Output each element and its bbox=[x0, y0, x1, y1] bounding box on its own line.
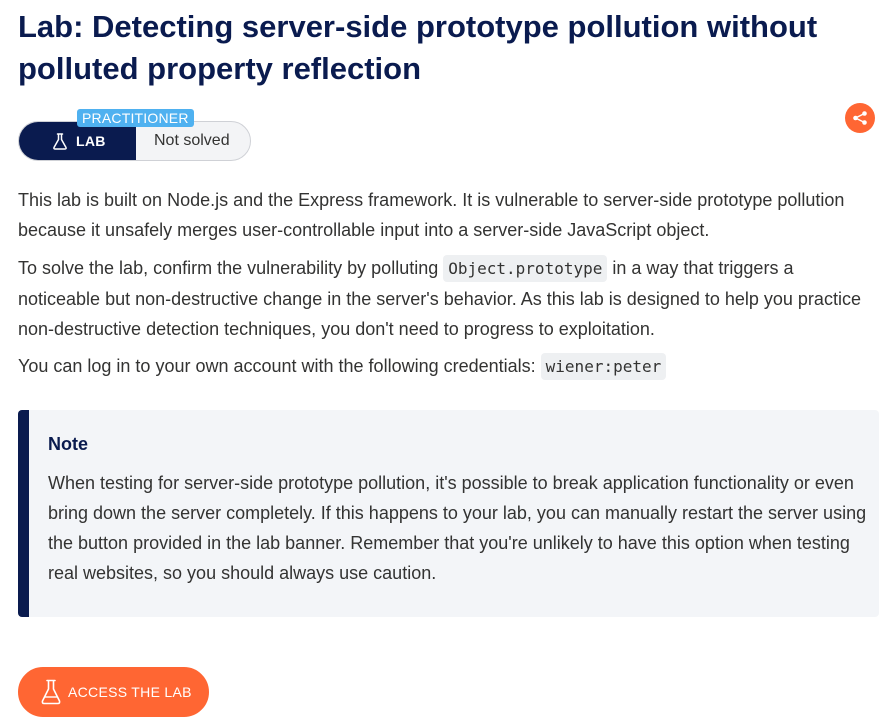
description-text: in a way that triggers a noticeable but non-destructive change in the server's behavior. As this lab is designed to help you practice non-destructive detection techniques, you don't need to progress to exploitation. bbox=[18, 258, 861, 339]
flask-icon bbox=[40, 679, 62, 705]
page-title: Lab: Detecting server-side prototype pollution without polluted property reflection bbox=[18, 9, 818, 86]
description-paragraph-1: This lab is built on Node.js and the Express framework. It is vulnerable to server-side prototype pollution because it unsafely merges user-controllable input into a server-side JavaScript object. bbox=[18, 190, 845, 240]
level-tag: PRACTITIONER bbox=[77, 109, 194, 127]
flask-icon bbox=[52, 133, 68, 150]
lab-status-badge bbox=[18, 110, 251, 161]
access-lab-label: ACCESS THE LAB bbox=[68, 684, 192, 700]
note-callout bbox=[18, 410, 879, 617]
credentials-code: wiener:peter bbox=[541, 353, 667, 380]
solve-status: Not solved bbox=[154, 132, 230, 149]
lab-type-pill bbox=[19, 122, 136, 160]
share-button[interactable] bbox=[845, 103, 875, 133]
credentials-paragraph bbox=[18, 351, 868, 382]
code-snippet: Object.prototype bbox=[443, 255, 607, 282]
description-text: To solve the lab, confirm the vulnerability by polluting bbox=[18, 258, 444, 278]
lab-type-label: LAB bbox=[76, 133, 106, 149]
description-text: You can log in to your own account with the following credentials: bbox=[18, 356, 541, 376]
note-body: When testing for server-side prototype pollution, it's possible to break application functionality or even bring down the server completely. If this happens to your lab, you can manually restart the server using the button provided in the lab banner. Remember that you're unlikely to have this option when testing real websites, so you should always use caution. bbox=[48, 473, 867, 583]
access-lab-button[interactable] bbox=[18, 667, 209, 717]
note-heading: Note bbox=[48, 434, 88, 454]
share-icon bbox=[852, 110, 868, 126]
description-paragraph-2 bbox=[18, 253, 868, 344]
